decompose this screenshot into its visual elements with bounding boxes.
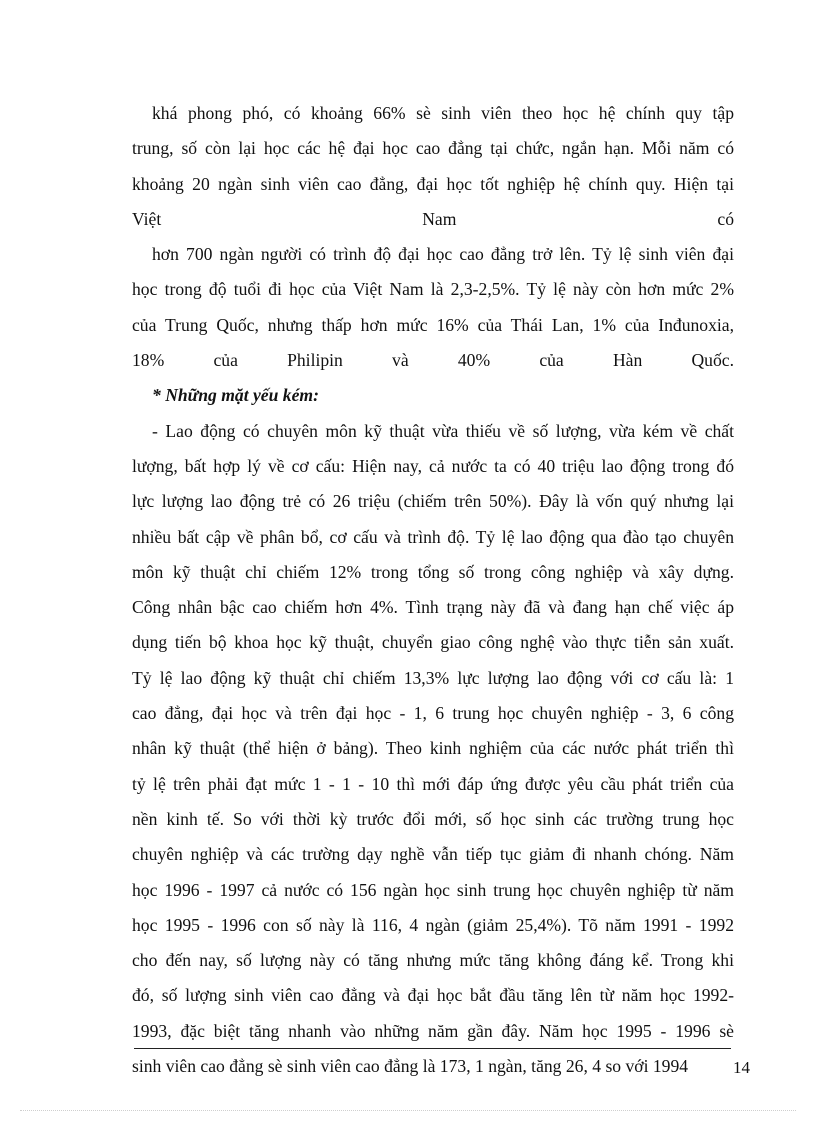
- text-line: nền kinh tế. So với thời kỳ trước đổi mới, số học sinh các trường trung học: [132, 808, 734, 829]
- text-line: 18% của Philipin và 40% của Hàn Quốc.: [132, 350, 734, 371]
- text-line: 1993, đặc biệt tăng nhanh vào những năm gần đây. Năm học 1995 - 1996 sè: [132, 1020, 734, 1041]
- text-line: Việt Nam có: [132, 208, 734, 229]
- page-number: 14: [733, 1058, 750, 1077]
- text-line: - Lao động có chuyên môn kỹ thuật vừa thiếu về số lượng, vừa kém về chất: [152, 420, 734, 441]
- text-line: học 1995 - 1996 con số này là 116, 4 ngàn (giảm 25,4%). Tõ năm 1991 - 1992: [132, 914, 734, 935]
- text-line: Tỷ lệ lao động kỹ thuật chỉ chiếm 13,3% lực lượng lao động với cơ cấu là: 1: [132, 667, 734, 688]
- text-line: tỷ lệ trên phải đạt mức 1 - 1 - 10 thì mới đáp ứng được yêu cầu phát triển của: [132, 773, 734, 794]
- text-line: khoảng 20 ngàn sinh viên cao đẳng, đại học tốt nghiệp hệ chính quy. Hiện tại: [132, 173, 734, 194]
- text-line: khá phong phó, có khoảng 66% sè sinh viên theo học hệ chính quy tập: [152, 103, 734, 123]
- text-line: dụng tiến bộ khoa học kỹ thuật, chuyển giao công nghệ vào thực tiễn sản xuất.: [132, 632, 734, 653]
- text-line: hơn 700 ngàn người có trình độ đại học cao đẳng trở lên. Tỷ lệ sinh viên đại: [152, 244, 734, 265]
- text-line: môn kỹ thuật chỉ chiếm 12% trong tổng số trong công nghiệp và xây dựng.: [132, 561, 734, 582]
- text-line: đó, số lượng sinh viên cao đẳng và đại học bắt đầu tăng lên từ năm học 1992-: [132, 985, 734, 1006]
- text-line: của Trung Quốc, nhưng thấp hơn mức 16% của Thái Lan, 1% của Inđunoxia,: [132, 314, 734, 335]
- text-line: chuyên nghiệp và các trường dạy nghề vẫn tiếp tục giảm đi nhanh chóng. Năm: [132, 844, 734, 865]
- text-line: trung, số còn lại học các hệ đại học cao đẳng tại chức, ngắn hạn. Mỗi năm có: [132, 138, 734, 159]
- text-line: cho đến nay, số lượng này có tăng nhưng mức tăng không đáng kể. Trong khi: [132, 950, 734, 971]
- page-edge-divider: [20, 1110, 796, 1111]
- text-line: lực lượng lao động trẻ có 26 triệu (chiếm trên 50%). Đây là vốn quý nhưng lại: [132, 491, 734, 512]
- text-line: cao đẳng, đại học và trên đại học - 1, 6 trung học chuyên nghiệp - 3, 6 công: [132, 703, 734, 724]
- text-line: lượng, bất hợp lý về cơ cấu: Hiện nay, cả nước ta có 40 triệu lao động trong đó: [132, 455, 734, 476]
- text-line: học trong độ tuổi đi học của Việt Nam là 2,3-2,5%. Tỷ lệ này còn hơn mức 2%: [132, 279, 734, 300]
- section-heading: * Những mặt yếu kém:: [152, 385, 319, 406]
- text-line: nhiều bất cập về phân bổ, cơ cấu và trình độ. Tỷ lệ lao động qua đào tạo chuyên: [132, 526, 734, 547]
- text-line: học 1996 - 1997 cả nước có 156 ngàn học sinh trung học chuyên nghiệp từ năm: [132, 879, 734, 900]
- text-line: sinh viên cao đẳng sè sinh viên cao đẳng là 173, 1 ngàn, tăng 26, 4 so với 1994: [132, 1056, 689, 1077]
- body-text: [132, 96, 734, 1084]
- text-line: Công nhân bậc cao chiếm hơn 4%. Tình trạng này đã và đang hạn chế việc áp: [132, 597, 734, 618]
- footer-rule: [134, 1048, 731, 1049]
- text-line: nhân kỹ thuật (thể hiện ở bảng). Theo kinh nghiệm của các nước phát triển thì: [132, 738, 734, 759]
